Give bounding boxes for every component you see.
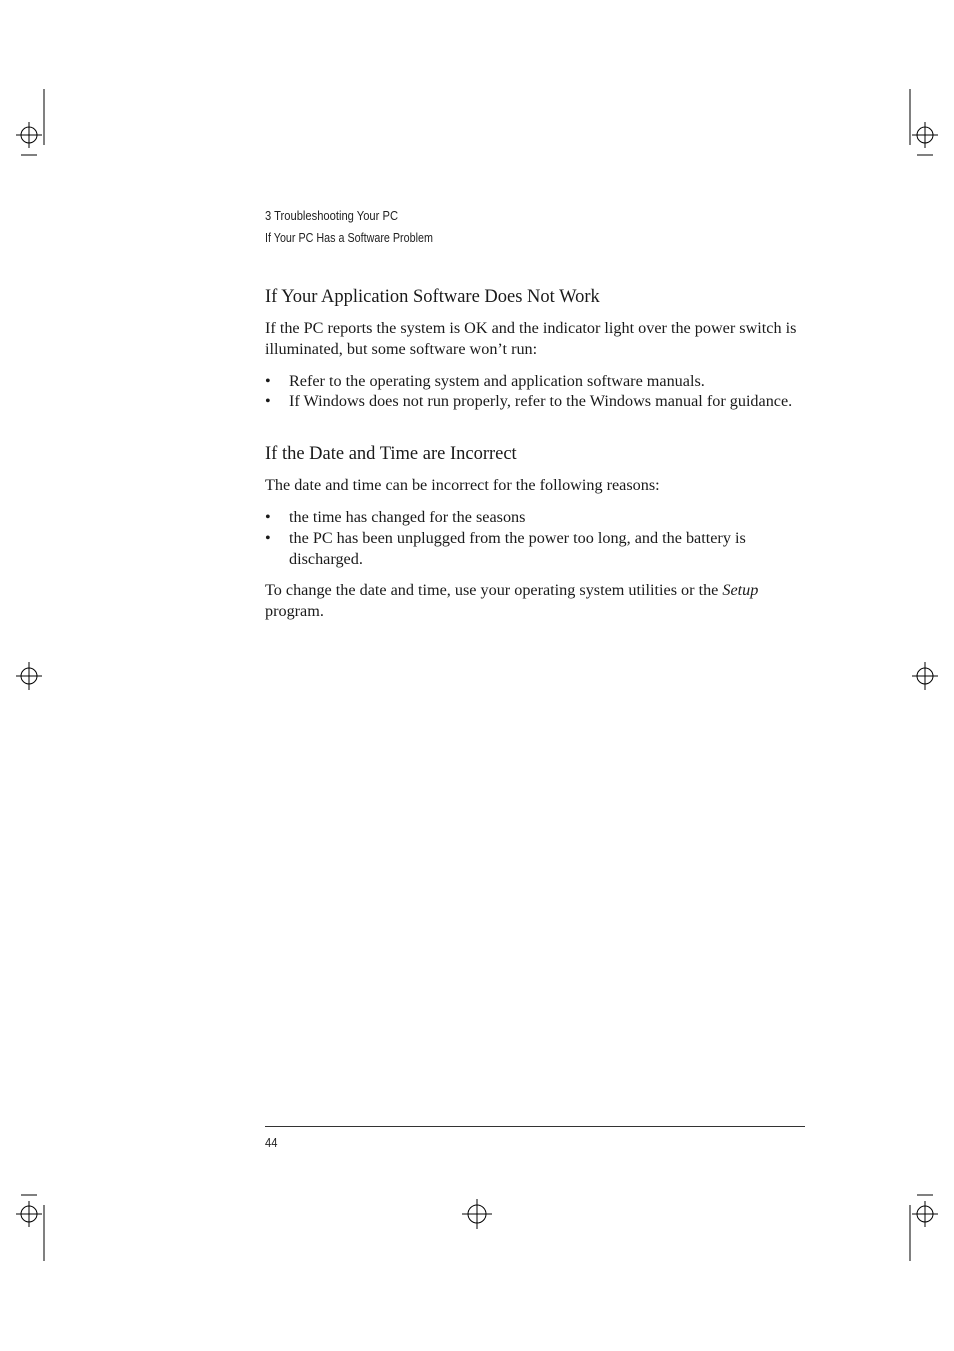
bullet-icon: • <box>265 392 271 411</box>
running-head <box>265 207 460 247</box>
bullet-list-date-time <box>265 507 810 569</box>
heading-date-time: If the Date and Time are Incorrect <box>265 444 517 465</box>
list-item: • the time has changed for the seasons <box>265 507 526 526</box>
bullet-icon: • <box>265 528 271 547</box>
intro-application-software: If the PC reports the system is OK and the indicator light over the power switch is illuminated, but some software won’t run: <box>265 319 797 358</box>
page-number: 44 <box>265 1135 278 1150</box>
bullet-icon: • <box>265 371 271 390</box>
intro-date-time: The date and time can be incorrect for the following reasons: <box>265 476 660 495</box>
list-item: • Refer to the operating system and application software manuals. <box>265 371 705 390</box>
list-item: • the PC has been unplugged from the power too long, and the battery is discharged. <box>265 528 746 568</box>
setup-program-name: Setup <box>722 581 759 600</box>
page-body <box>265 286 810 633</box>
heading-application-software: If Your Application Software Does Not Work <box>265 287 600 307</box>
section-title: If Your PC Has a Software Problem <box>265 231 433 245</box>
chapter-title: 3 Troubleshooting Your PC <box>265 208 399 223</box>
bullet-icon: • <box>265 507 271 526</box>
footer-rule <box>265 1126 805 1127</box>
closing-date-time: To change the date and time, use your operating system utilities or the Setup program. <box>265 581 759 621</box>
bullet-list-application-software <box>265 371 810 413</box>
list-item: • If Windows does not run properly, refer to the Windows manual for guidance. <box>265 392 793 411</box>
